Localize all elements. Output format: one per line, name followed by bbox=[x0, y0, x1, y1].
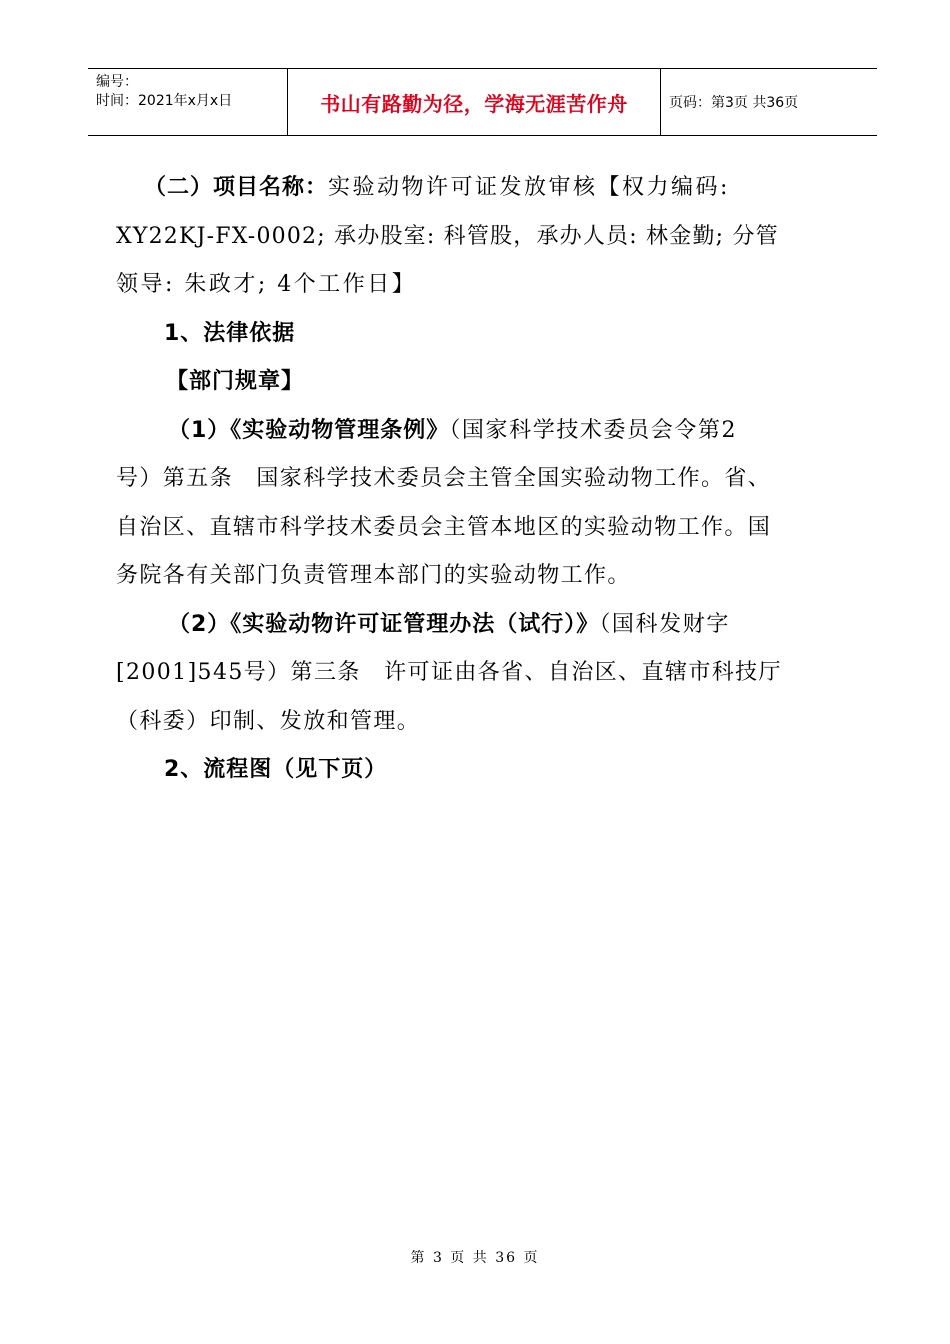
project-line1-text: 实验动物许可证发放审核【权力编码: bbox=[328, 175, 730, 200]
header-meta-cell bbox=[88, 69, 288, 135]
item1-line1-text: （国家科学技术委员会令第2 bbox=[449, 417, 738, 443]
page-footer: 第 3 页 共 36 页 bbox=[410, 1250, 540, 1266]
project-line-2: XY22KJ-FX-0002; 承办股室: 科管股，承办人员: 林金勤; 分管 bbox=[116, 223, 779, 249]
item2-title-line bbox=[116, 601, 851, 650]
item2-title: （2）《实验动物许可证管理办法（试行）》 bbox=[168, 611, 600, 637]
document-time-label: 时间：2021年x月x日 bbox=[96, 93, 233, 109]
document-body bbox=[116, 164, 851, 795]
header-motto: 书山有路勤为径，学海无涯苦作舟 bbox=[320, 91, 628, 116]
header-page-info: 页码：第3页 共36页 bbox=[669, 95, 799, 111]
item1-line-4: 务院各有关部门负责管理本部门的实验动物工作。 bbox=[116, 563, 631, 588]
header-page-cell bbox=[661, 69, 877, 135]
section-legal-basis-title: 1、法律依据 bbox=[164, 320, 296, 346]
item1-title: （1）《实验动物管理条例》 bbox=[168, 417, 450, 443]
project-heading: （二）项目名称： bbox=[144, 175, 329, 200]
page-header bbox=[88, 68, 877, 136]
dept-rules-title: 【部门规章】 bbox=[166, 369, 305, 394]
project-title-line bbox=[116, 164, 851, 213]
header-motto-cell bbox=[288, 69, 661, 135]
item2-line1-text: （国科发财字 bbox=[599, 611, 730, 637]
item2-line-2: [2001]545号）第三条 许可证由各省、自治区、直辖市科技厅 bbox=[116, 660, 782, 685]
item1-line-2: 号）第五条 国家科学技术委员会主管全国实验动物工作。省、 bbox=[116, 466, 772, 491]
item1-line-3: 自治区、直辖市科学技术委员会主管本地区的实验动物工作。国 bbox=[116, 514, 772, 540]
document-number-label: 编号： bbox=[96, 74, 138, 90]
item1-title-line bbox=[116, 407, 851, 456]
project-line-3: 领导: 朱政才; 4个工作日】 bbox=[116, 272, 417, 297]
item2-line-3: （科委）印制、发放和管理。 bbox=[116, 708, 421, 734]
section-flowchart-title: 2、流程图（见下页） bbox=[164, 757, 388, 782]
